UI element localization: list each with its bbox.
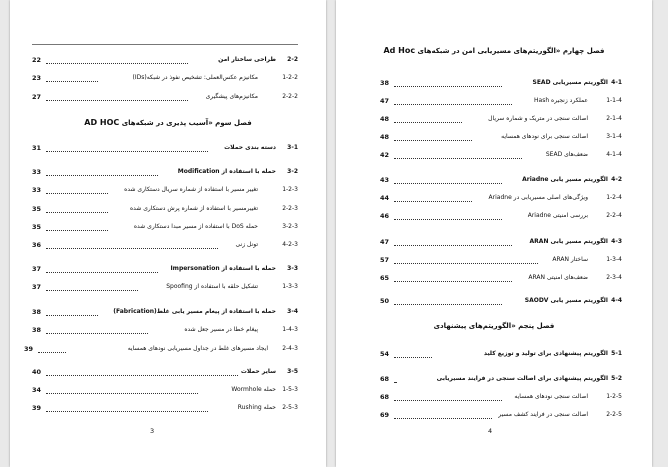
entry-number: 2-2 — [287, 56, 298, 63]
toc-entry[interactable] — [380, 347, 622, 361]
entry-number: 2-2-2 — [282, 93, 298, 100]
toc-entry[interactable] — [380, 76, 622, 90]
entry-number: 3-4 — [287, 308, 298, 315]
entry-title: الگوریتم مسیر یابی SAODV — [524, 297, 608, 304]
entry-number: 1-3-3 — [282, 283, 298, 290]
entry-title: تغییرمسیر با استفاده از شماره پرش دستکاری شده — [129, 205, 258, 212]
toc-entry[interactable] — [380, 112, 622, 126]
entry-number: 2-1-4 — [606, 115, 622, 122]
entry-title: الگوریتم مسیر یابی Ariadne — [522, 176, 608, 183]
entry-number: 4-4 — [611, 297, 622, 304]
entry-number: 3-1-4 — [606, 133, 622, 140]
entry-number: 1-2-2 — [282, 74, 298, 81]
entry-page: 39 — [32, 404, 42, 412]
dot-leader — [46, 393, 198, 394]
entry-page: 38 — [32, 326, 42, 334]
entry-page: 43 — [380, 176, 390, 184]
entry-page: 48 — [380, 115, 390, 123]
toc-entry[interactable] — [32, 401, 298, 415]
entry-title: حمله با استفاده از Impersonation — [170, 265, 276, 272]
entry-number: 3-2-3 — [282, 223, 298, 230]
entry-title: اصالت سنجی در متریک و شماره سریال — [488, 115, 588, 122]
chapter-heading — [336, 46, 652, 55]
entry-number: 2-4-3 — [282, 345, 298, 352]
toc-entry[interactable] — [32, 383, 298, 397]
entry-title: الگوریتم مسیریابی SEAD — [532, 79, 608, 86]
entry-title: ایجاد مسیرهای غلط در جداول مسیریابی نودهای همسایه — [127, 345, 268, 352]
entry-number: 2-3-4 — [606, 274, 622, 281]
entry-title: ضعف‌های امنیتی ARAN — [528, 274, 588, 281]
entry-page: 39 — [24, 345, 34, 353]
entry-number: 4-1-4 — [606, 151, 622, 158]
entry-title: اصالت سنجی در فرایند کشف مسیر — [498, 411, 588, 418]
toc-entry[interactable] — [32, 165, 298, 179]
entry-number: 1-1-4 — [606, 97, 622, 104]
dot-leader — [394, 418, 492, 419]
chapter-heading-latin: AD HOC — [84, 118, 120, 127]
entry-number: 1-4-3 — [282, 326, 298, 333]
entry-number: 5-2 — [611, 375, 622, 382]
dot-leader — [46, 100, 188, 101]
toc-entry[interactable] — [32, 238, 298, 252]
entry-title: تونل زنی — [235, 241, 258, 248]
entry-title: حمله DoS با استفاده از مسیر مبدا دستکاری شده — [133, 223, 258, 230]
toc-entry[interactable] — [380, 271, 622, 285]
entry-number: 1-3-4 — [606, 256, 622, 263]
entry-number: 1-5-3 — [282, 386, 298, 393]
page-number: 4 — [488, 427, 493, 435]
chapter-heading-text: فصل چهارم «الگوریتم‌های مسیریابی امن در شبکه‌های — [417, 47, 605, 55]
entry-title: الگوریتم مسیر یابی ARAN — [529, 238, 608, 245]
entry-title: حمله Wormhole — [231, 386, 276, 393]
toc-entry[interactable] — [32, 53, 298, 67]
entry-title: تشکیل حلقه با استفاده از Spoofing — [166, 283, 258, 290]
toc-entry[interactable] — [32, 202, 298, 216]
entry-number: 2-2-4 — [606, 212, 622, 219]
entry-title: تغییر مسیر با استفاده از شماره سریال دستکاری شده — [124, 186, 258, 193]
entry-page: 35 — [32, 205, 42, 213]
entry-title: ضعف‌های SEAD — [545, 151, 588, 158]
entry-title: الگوریتم پیشنهادی برای اصالت سنجی در فرایند مسیریابی — [436, 375, 608, 382]
header-rule — [32, 44, 298, 45]
entry-title: عملکرد زنجیره Hash — [534, 97, 588, 104]
entry-number: 3-3 — [287, 265, 298, 272]
entry-title: حمله با استفاده از Modification — [177, 168, 276, 175]
entry-page: 47 — [380, 238, 390, 246]
entry-title: پیغام خطا در مسیر جعل شده — [184, 326, 258, 333]
dot-leader — [46, 248, 218, 249]
entry-title: مکانیزم عکس‌العملی: تشخیص نفوذ در شبکه(IDs) — [132, 74, 258, 81]
dot-leader — [46, 333, 148, 334]
entry-page: 27 — [32, 93, 42, 101]
entry-number: 4-2-3 — [282, 241, 298, 248]
toc-entry[interactable] — [380, 235, 622, 249]
chapter-heading — [10, 118, 326, 127]
entry-page: 38 — [32, 308, 42, 316]
entry-number: 1-2-4 — [606, 194, 622, 201]
dot-leader — [394, 158, 522, 159]
entry-page: 68 — [380, 375, 390, 383]
dot-leader — [394, 263, 538, 264]
right-page — [336, 0, 652, 467]
toc-entry[interactable] — [32, 71, 298, 85]
toc-entry[interactable] — [32, 262, 298, 276]
dot-leader — [46, 81, 98, 82]
entry-page: 44 — [380, 194, 390, 202]
entry-number: 4-1 — [611, 79, 622, 86]
entry-title: حمله Rushing — [237, 404, 276, 411]
toc-entry[interactable] — [380, 372, 622, 386]
dot-leader — [46, 212, 108, 213]
entry-page: 47 — [380, 97, 390, 105]
entry-number: 3-5 — [287, 368, 298, 375]
entry-page: 37 — [32, 265, 42, 273]
entry-title: ساختار ARAN — [552, 256, 588, 263]
toc-entry[interactable] — [32, 90, 298, 104]
toc-entry[interactable] — [32, 365, 298, 379]
entry-page: 22 — [32, 56, 42, 64]
toc-entry[interactable] — [24, 342, 298, 356]
entry-number: 4-2 — [611, 176, 622, 183]
dot-leader — [394, 400, 502, 401]
entry-page: 35 — [32, 223, 42, 231]
dot-leader — [46, 315, 98, 316]
dot-leader — [46, 290, 138, 291]
entry-page: 57 — [380, 256, 390, 264]
dot-leader — [394, 281, 512, 282]
entry-title: دسته بندی حملات — [224, 144, 276, 151]
dot-leader — [394, 183, 502, 184]
entry-page: 46 — [380, 212, 390, 220]
dot-leader — [46, 63, 188, 64]
entry-page: 36 — [32, 241, 42, 249]
entry-page: 69 — [380, 411, 390, 419]
entry-title: مکانیزم‌های پیشگیری — [205, 93, 258, 100]
dot-leader — [394, 382, 396, 383]
dot-leader — [38, 352, 66, 353]
entry-number: 5-1 — [611, 350, 622, 357]
entry-page: 68 — [380, 393, 390, 401]
entry-title: ویژگی‌های اصلی مسیریابی در Ariadne — [488, 194, 588, 201]
dot-leader — [394, 304, 502, 305]
entry-number: 3-1 — [287, 144, 298, 151]
toc-entry[interactable] — [380, 130, 622, 144]
entry-number: 2-2-3 — [282, 205, 298, 212]
dot-leader — [394, 245, 512, 246]
entry-page: 48 — [380, 133, 390, 141]
entry-page: 31 — [32, 144, 42, 152]
toc-entry[interactable] — [32, 280, 298, 294]
dot-leader — [46, 193, 108, 194]
entry-title: اصالت سنجی نودهای همسایه — [514, 393, 588, 400]
dot-leader — [394, 122, 462, 123]
dot-leader — [394, 104, 512, 105]
toc-entry[interactable] — [380, 253, 622, 267]
dot-leader — [394, 219, 502, 220]
toc-entry[interactable] — [32, 220, 298, 234]
toc-entry[interactable] — [380, 173, 622, 187]
entry-number: 2-2-5 — [606, 411, 622, 418]
dot-leader — [394, 357, 432, 358]
dot-leader — [394, 140, 472, 141]
dot-leader — [394, 201, 472, 202]
toc-entry[interactable] — [380, 294, 622, 308]
entry-page: 23 — [32, 74, 42, 82]
chapter-heading-text: فصل سوم «آسیب پذیری در شبکه‌های — [121, 119, 252, 127]
toc-entry[interactable] — [380, 209, 622, 223]
entry-page: 42 — [380, 151, 390, 159]
entry-number: 1-2-5 — [606, 393, 622, 400]
entry-page: 38 — [380, 79, 390, 87]
toc-entry[interactable] — [32, 323, 298, 337]
entry-page: 54 — [380, 350, 390, 358]
entry-number: 3-2 — [287, 168, 298, 175]
dot-leader — [394, 86, 502, 87]
entry-page: 40 — [32, 368, 42, 376]
toc-entry[interactable] — [380, 191, 622, 205]
dot-leader — [46, 151, 208, 152]
left-page — [10, 0, 326, 467]
chapter-heading-latin: Ad Hoc — [383, 46, 416, 55]
toc-entry[interactable] — [380, 390, 622, 404]
page-number: 3 — [150, 427, 155, 435]
entry-title: طراحی ساختار امن — [218, 56, 276, 63]
dot-leader — [46, 230, 108, 231]
entry-title: سایر حملات — [240, 368, 276, 375]
entry-page: 37 — [32, 283, 42, 291]
toc-entry[interactable] — [380, 148, 622, 162]
toc-entry[interactable] — [32, 183, 298, 197]
entry-number: 2-5-3 — [282, 404, 298, 411]
entry-number: 1-2-3 — [282, 186, 298, 193]
entry-title: حمله با استفاده از پیغام مسیر یابی غلط(Fabrication) — [113, 308, 276, 315]
entry-page: 33 — [32, 186, 42, 194]
dot-leader — [46, 411, 208, 412]
toc-entry[interactable] — [380, 94, 622, 108]
entry-page: 33 — [32, 168, 42, 176]
entry-title: اصالت سنجی برای نودهای همسایه — [501, 133, 588, 140]
toc-entry[interactable] — [380, 408, 622, 422]
entry-page: 34 — [32, 386, 42, 394]
entry-title: الگوریتم پیشنهادی برای تولید و توزیع کلید — [483, 350, 608, 357]
entry-page: 65 — [380, 274, 390, 282]
entry-title: بررسی امنیتی Ariadne — [527, 212, 588, 219]
toc-entry[interactable] — [32, 305, 298, 319]
toc-entry[interactable] — [32, 141, 298, 155]
chapter5-heading: فصل پنجم «الگوریتم‌های پیشنهادی — [433, 322, 555, 330]
entry-page: 50 — [380, 297, 390, 305]
dot-leader — [46, 272, 158, 273]
dot-leader — [46, 375, 238, 376]
entry-number: 4-3 — [611, 238, 622, 245]
dot-leader — [46, 175, 158, 176]
